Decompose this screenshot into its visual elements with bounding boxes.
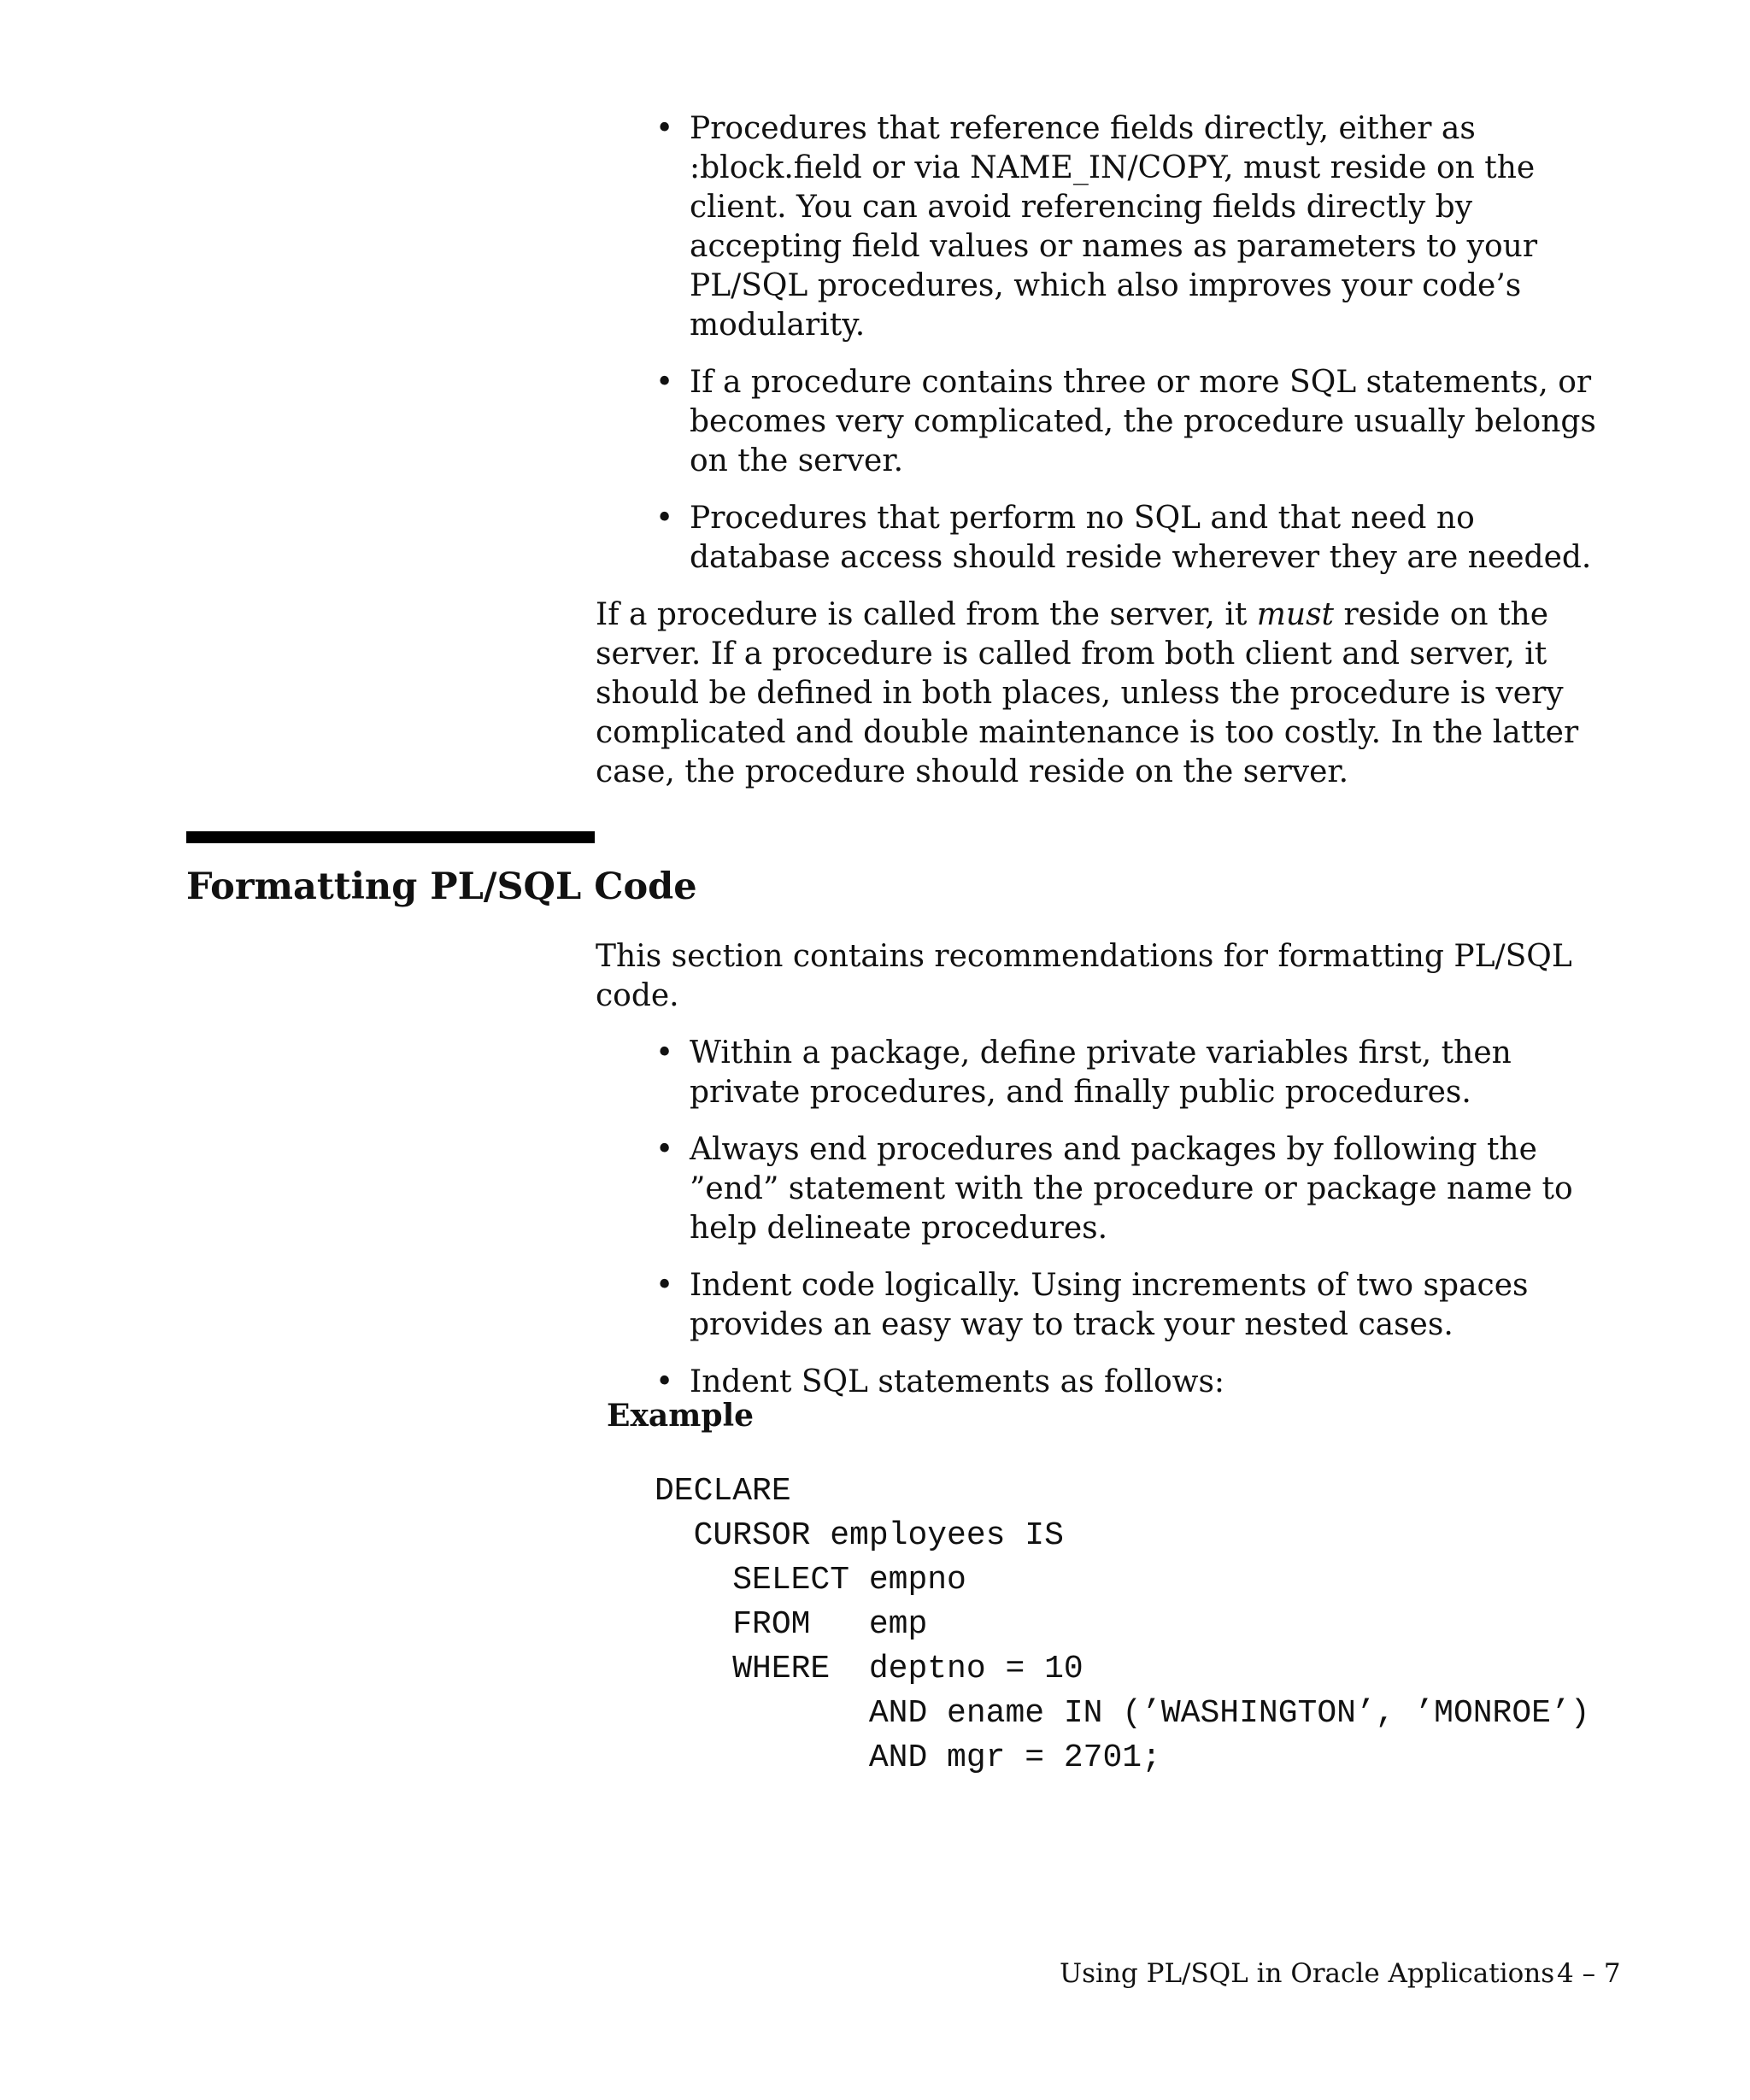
- code-line: AND ename IN (’WASHINGTON’, ’MONROE’): [655, 1695, 1590, 1732]
- bullet-icon: •: [655, 1364, 674, 1399]
- section-divider: [186, 831, 595, 843]
- bullet-text: If a procedure contains three or more SQL statements, or becomes very complicated, the procedure usually belongs on the server.: [690, 365, 1596, 478]
- bullet-text: Indent SQL statements as follows:: [690, 1364, 1225, 1399]
- footer-page-number: 4 – 7: [1557, 1958, 1621, 1989]
- top-content: [596, 109, 1621, 792]
- code-line: FROM emp: [655, 1606, 928, 1643]
- footer-title: Using PL/SQL in Oracle Applications: [1060, 1958, 1555, 1989]
- server-paragraph: If a procedure is called from the server, it must reside on the server. If a procedure is called from both client and server, it should be defined in both places, unless the procedure is very complicated and double maintenance is too costly. In the latter case, the procedure should reside on the server.: [596, 597, 1579, 789]
- bullet-icon: •: [655, 365, 674, 400]
- section-intro: This section contains recommendations for formatting PL/SQL code.: [596, 939, 1572, 1013]
- bullet-icon: •: [655, 111, 674, 146]
- bullet-icon: •: [655, 1268, 674, 1303]
- emphasis-must: must: [1256, 597, 1335, 632]
- list-item: [596, 1266, 1621, 1345]
- bullet-text: Within a package, define private variables first, then private procedures, and finally public procedures.: [690, 1035, 1512, 1110]
- bullet-icon: •: [655, 1035, 674, 1071]
- code-line: SELECT empno: [655, 1562, 966, 1598]
- section-title: Formatting PL/SQL Code: [186, 865, 697, 908]
- list-item: [596, 1034, 1621, 1112]
- example-label: Example: [607, 1398, 755, 1434]
- bullet-text: Procedures that reference fields directly, either as :block.field or via NAME_IN/COPY, must reside on the client. You can avoid referencing fields directly by accepting field values or names as parameters to your PL/SQL procedures, which also improves your code’s modularity.: [690, 111, 1538, 343]
- code-block: [655, 1469, 1590, 1780]
- code-line: AND mgr = 2701;: [655, 1739, 1161, 1776]
- bullet-icon: •: [655, 501, 674, 536]
- list-item: [596, 499, 1621, 578]
- bullet-text: Procedures that perform no SQL and that need no database access should reside wherever they are needed.: [690, 501, 1592, 575]
- section-bullet-list: [596, 1034, 1621, 1402]
- list-item: [596, 109, 1621, 345]
- code-line: WHERE deptno = 10: [655, 1651, 1083, 1687]
- list-item: [596, 1130, 1621, 1248]
- bullet-text: Always end procedures and packages by following the ”end” statement with the procedure or package name to help delineate procedures.: [690, 1132, 1573, 1246]
- code-line: DECLARE: [655, 1473, 791, 1510]
- list-item: [596, 363, 1621, 481]
- top-bullet-list: [596, 109, 1621, 578]
- code-line: CURSOR employees IS: [655, 1517, 1064, 1554]
- bullet-icon: •: [655, 1132, 674, 1167]
- bullet-text: Indent code logically. Using increments of two spaces provides an easy way to track your nested cases.: [690, 1268, 1529, 1342]
- section-content: [596, 937, 1621, 1420]
